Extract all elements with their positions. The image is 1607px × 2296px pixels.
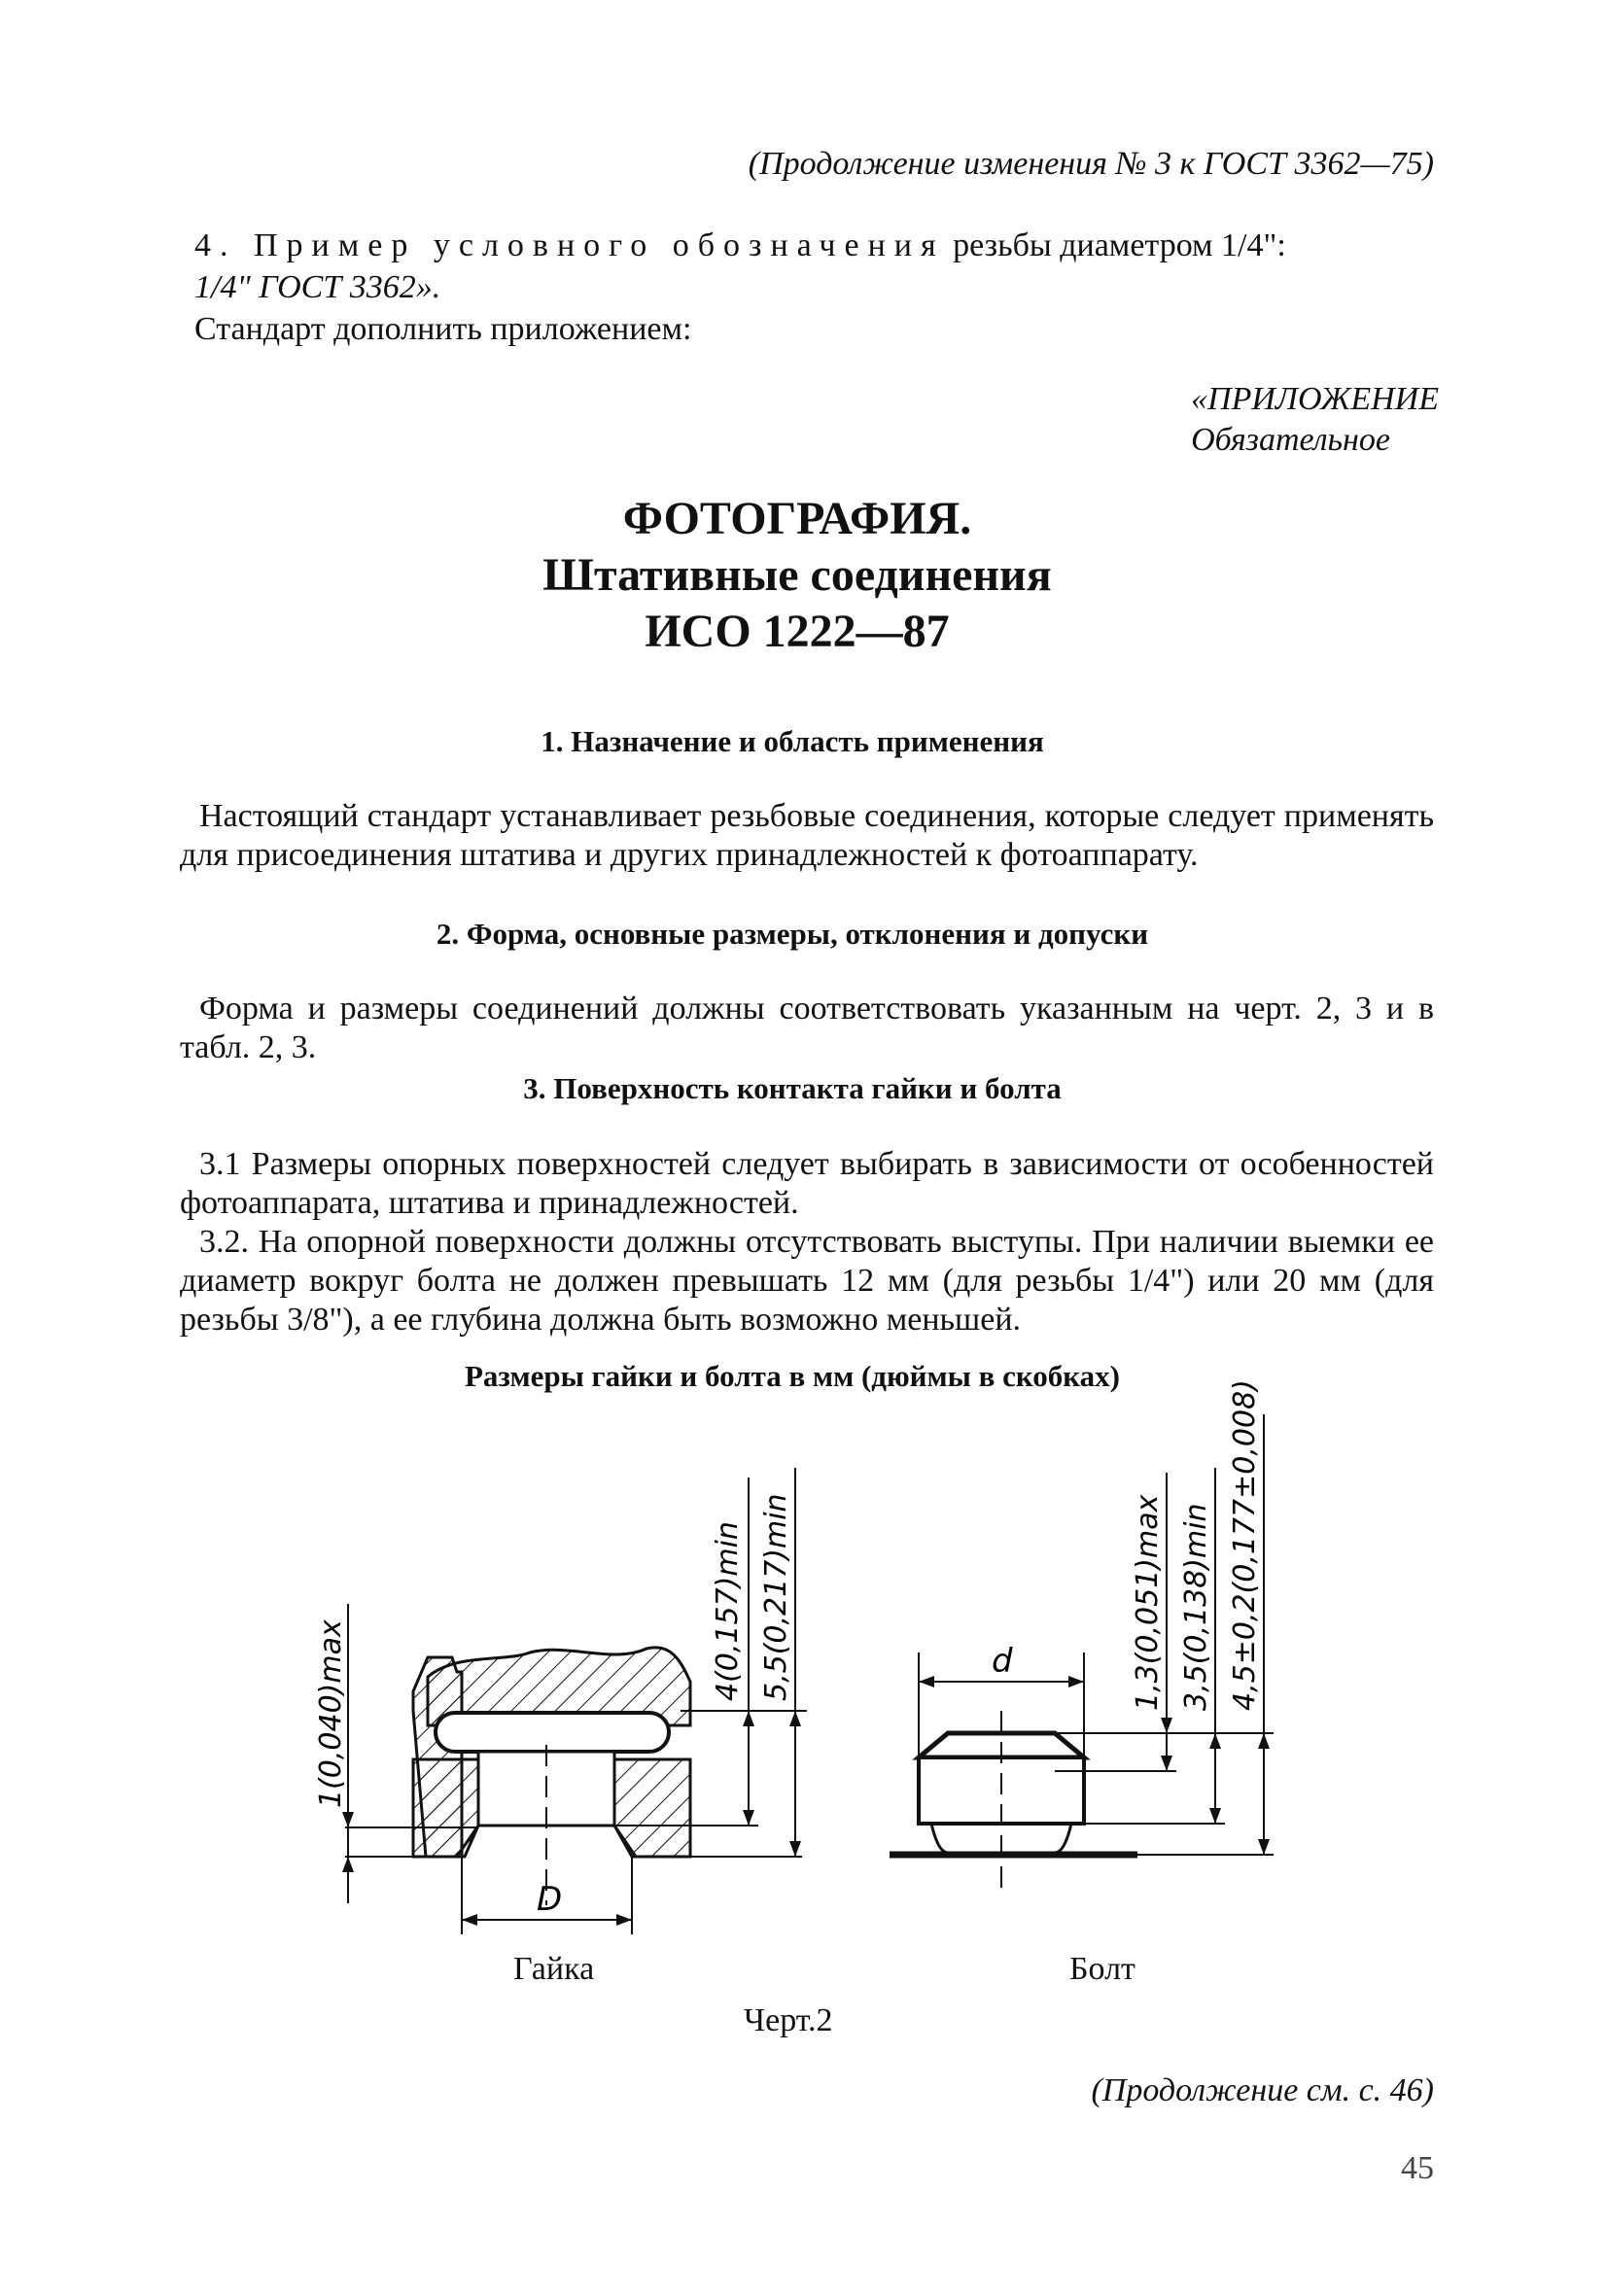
doc-title-line1: ФОТОГРАФИЯ. (622, 493, 972, 544)
section-3-paragraph-1: 3.1 Размеры опорных поверхностей следует выбирать в зависимости от особенностей фотоаппарата, штатива и принадлежностей. (180, 1146, 1434, 1221)
annex-status: Обязательное (1191, 422, 1390, 458)
bolt-section (890, 1414, 1274, 1896)
nut-diameter-label: D (537, 1880, 563, 1919)
nut-dim-55min: 5,5(0,217)min (759, 1493, 793, 1701)
doc-title-line3: ИСО 1222—87 (645, 606, 950, 657)
thread-designation: 1/4" ГОСТ 3362». (194, 269, 441, 305)
nut-label: Гайка (513, 1951, 595, 1987)
section-1-heading: 1. Назначение и область применения (541, 724, 1044, 758)
continuation-header: (Продолжение изменения № 3 к ГОСТ 3362—75) (748, 146, 1434, 182)
section-2-heading: 2. Форма, основные размеры, отклонения и допуски (436, 917, 1149, 951)
add-annex-text: Стандарт дополнить приложением: (194, 311, 692, 347)
continued-note: (Продолжение см. с. 46) (1091, 2072, 1434, 2108)
drawing-label: Черт.2 (744, 2002, 833, 2038)
item-4-lead: 4. Пример условного обозначения (194, 227, 945, 263)
section-3-paragraph-2: 3.2. На опорной поверхности должны отсутствовать выступы. При наличии выемки ее диаметр вокруг болта не должен превышать 12 мм (для резьбы 1/4") или 20 мм (для резьбы 3/8"), а ее глубина должна быть возможно меньшей. (180, 1224, 1434, 1338)
nut-dim-4min: 4(0,157)min (711, 1521, 745, 1701)
nut-dim-1max: 1(0,040)max (314, 1619, 348, 1808)
bolt-dim-13max: 1,3(0,051)max (1131, 1494, 1165, 1711)
page-number: 45 (1401, 2150, 1434, 2186)
section-2-text: Форма и размеры соединений должны соответствовать указанным на черт. 2, 3 и в табл. 2, 3. (180, 991, 1434, 1065)
item-4-rest: резьбы диаметром 1/4": (953, 227, 1286, 263)
section-3-heading: 3. Поверхность контакта гайки и болта (523, 1071, 1062, 1105)
annex-label: «ПРИЛОЖЕНИЕ (1191, 381, 1439, 417)
figure-caption: Размеры гайки и болта в мм (дюймы в скобках) (465, 1359, 1120, 1393)
section-1-text: Настоящий стандарт устанавливает резьбовые соединения, которые следует применять для присоединения штатива и других принадлежностей к фотоаппарату. (180, 798, 1434, 873)
bolt-label: Болт (1069, 1951, 1135, 1987)
bolt-diameter-label: d (992, 1642, 1013, 1681)
doc-title-line2: Штативные соединения (542, 549, 1052, 601)
bolt-dim-45: 4,5±0,2(0,177±0,008) (1228, 1379, 1262, 1711)
bolt-dim-35min: 3,5(0,138)min (1179, 1503, 1213, 1711)
